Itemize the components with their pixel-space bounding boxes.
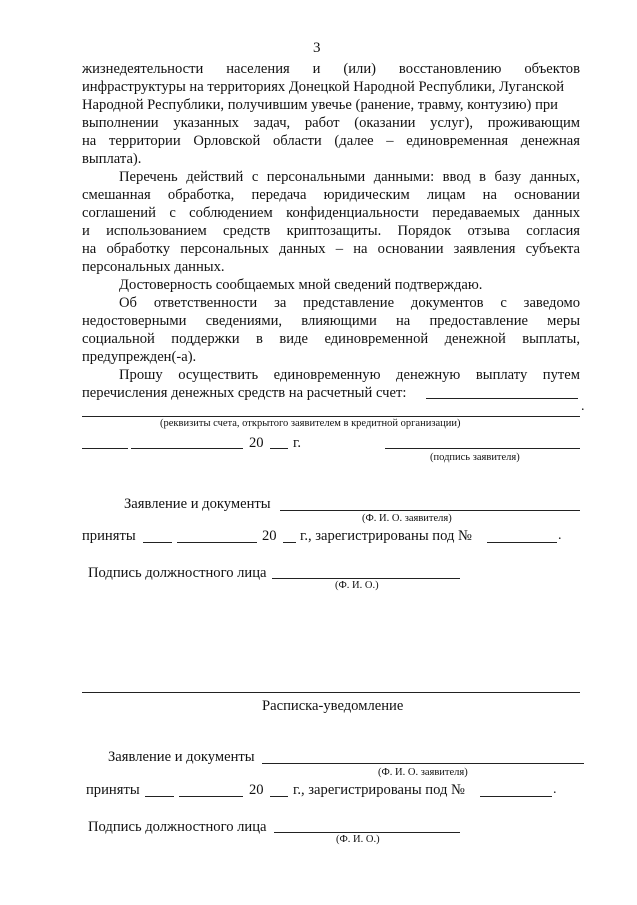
fio-caption: (Ф. И. О. заявителя)	[378, 767, 468, 778]
account-field-line[interactable]	[82, 416, 580, 417]
accept-day-field[interactable]	[145, 796, 174, 797]
text-line: на территории Орловской области (далее – единовременная денежная	[82, 133, 580, 149]
fio-short-caption: (Ф. И. О.)	[336, 834, 380, 845]
page-number: 3	[313, 40, 321, 56]
year-suffix: г.	[293, 435, 301, 451]
text-line: и использованием средств криптозащиты. Порядок отзыва согласия	[82, 223, 580, 239]
accept-month-field[interactable]	[177, 542, 257, 543]
text-line: инфраструктуры на территориях Донецкой Народной Республики, Луганской	[82, 79, 565, 95]
period-mark: .	[553, 782, 557, 797]
text-line: смешанная обработка, передача юридическим лицам на основании	[82, 187, 580, 203]
registered-label: г., зарегистрированы под №	[293, 782, 465, 798]
text-line: соглашений с соблюдением конфиденциальности передаваемых данных	[82, 205, 580, 221]
signature-field[interactable]	[385, 448, 580, 449]
text-line: выполнении указанных задач, работ (оказании услуг), проживающим	[82, 115, 580, 131]
official-signature-label: Подпись должностного лица	[88, 819, 267, 835]
documents-label: Заявление и документы	[108, 749, 255, 765]
year-prefix: 20	[249, 435, 264, 451]
year-prefix: 20	[249, 782, 264, 798]
applicant-name-field[interactable]	[262, 763, 584, 764]
paragraph-confirmation: Достоверность сообщаемых мной сведений подтверждаю.	[119, 277, 483, 293]
date-day-field[interactable]	[82, 448, 128, 449]
fio-short-caption: (Ф. И. О.)	[335, 580, 379, 591]
accept-day-field[interactable]	[143, 542, 172, 543]
text-line: недостоверными сведениями, влияющими на предоставление меры	[82, 313, 580, 329]
year-prefix: 20	[262, 528, 277, 544]
signature-caption: (подпись заявителя)	[430, 452, 520, 463]
text-line: Прошу осуществить единовременную денежную выплату путем	[119, 367, 580, 383]
registration-number-field[interactable]	[487, 542, 557, 543]
text-line: перечисления денежных средств на расчетный счет:	[82, 385, 407, 401]
text-line: Об ответственности за представление документов с заведомо	[119, 295, 580, 311]
date-year-field[interactable]	[270, 448, 288, 449]
accepted-label: приняты	[82, 528, 136, 544]
text-line: Перечень действий с персональными данными: ввод в базу данных,	[119, 169, 580, 185]
accepted-label: приняты	[86, 782, 140, 798]
account-field-line[interactable]	[426, 398, 578, 399]
text-line: выплата).	[82, 151, 142, 167]
accept-year-field[interactable]	[270, 796, 288, 797]
official-signature-field[interactable]	[274, 832, 460, 833]
period-mark: .	[558, 528, 562, 543]
official-signature-field[interactable]	[272, 578, 460, 579]
registration-number-field[interactable]	[480, 796, 552, 797]
applicant-name-field[interactable]	[280, 510, 580, 511]
accept-month-field[interactable]	[179, 796, 243, 797]
text-line: персональных данных.	[82, 259, 225, 275]
date-month-field[interactable]	[131, 448, 243, 449]
period-mark: .	[581, 399, 585, 414]
text-line: Народной Республики, получившим увечье (ранение, травму, контузию) при	[82, 97, 558, 113]
text-line: на обработку персональных данных – на основании заявления субъекта	[82, 241, 580, 257]
accept-year-field[interactable]	[283, 542, 296, 543]
account-caption: (реквизиты счета, открытого заявителем в кредитной организации)	[160, 418, 461, 429]
official-signature-label: Подпись должностного лица	[88, 565, 267, 581]
text-line: жизнедеятельности населения и (или) восстановлению объектов	[82, 61, 580, 77]
cut-line	[82, 692, 580, 693]
registered-label: г., зарегистрированы под №	[300, 528, 472, 544]
text-line: предупрежден(-а).	[82, 349, 197, 365]
documents-label: Заявление и документы	[124, 496, 271, 512]
text-line: социальной поддержки в виде единовременной денежной выплаты,	[82, 331, 580, 347]
fio-caption: (Ф. И. О. заявителя)	[362, 513, 452, 524]
receipt-title: Расписка-уведомление	[262, 698, 404, 714]
